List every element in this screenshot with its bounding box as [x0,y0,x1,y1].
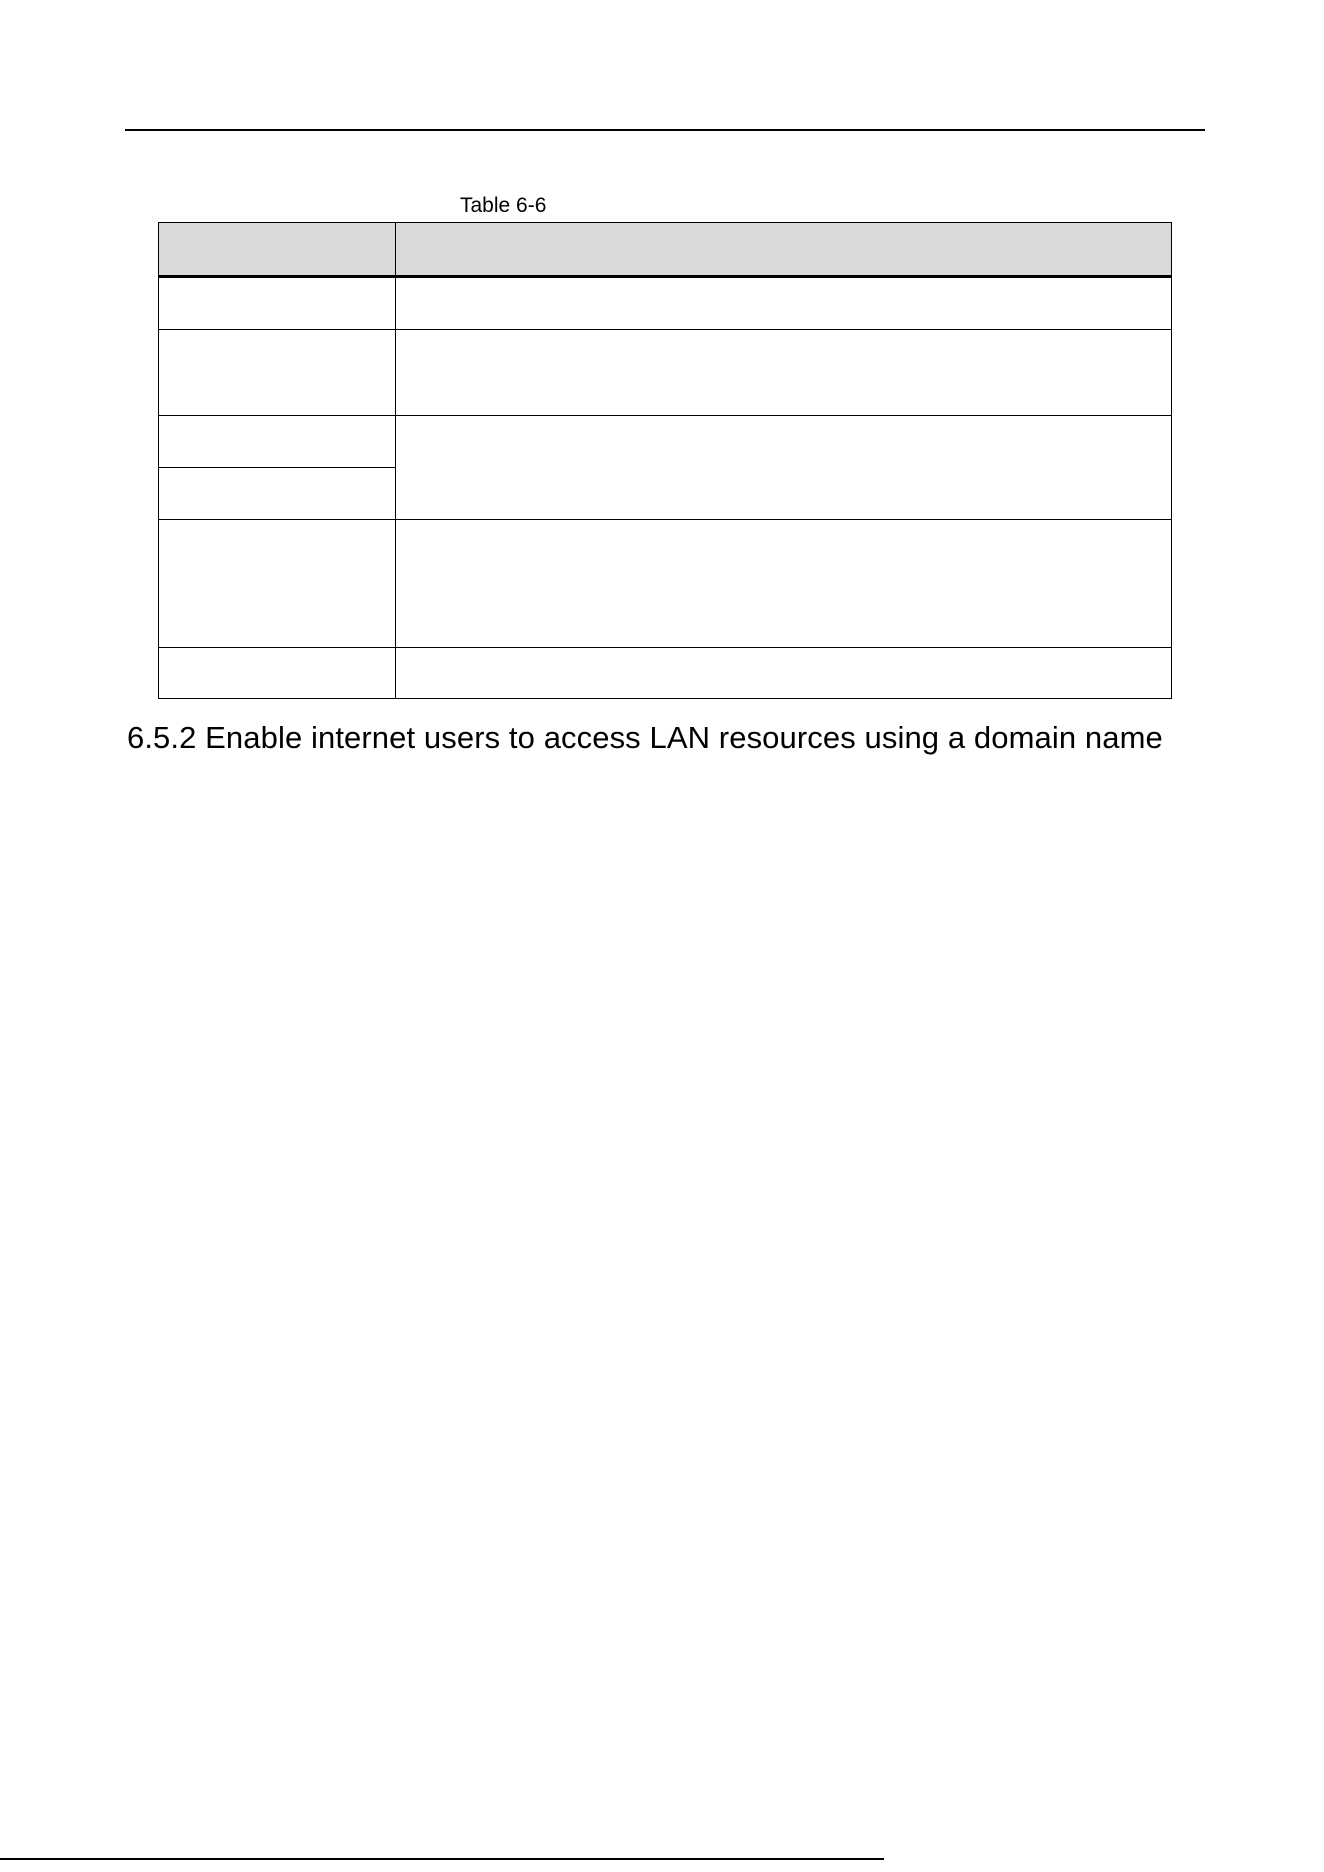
footnote-rule [0,1858,884,1860]
page-header-rule [125,129,1205,131]
table-row-divider [159,519,1171,520]
section-heading: 6.5.2 Enable internet users to access LAN resources using a domain name [127,720,1163,755]
table-row [159,648,1171,698]
table-column-divider [395,223,396,698]
table-row [159,468,1171,519]
table-6-6 [158,222,1172,699]
table-row-divider [159,415,1171,416]
table-row-divider [159,467,396,468]
table-row [159,330,1171,415]
table-row [159,277,1171,329]
table-row-divider [159,647,1171,648]
table-header-divider [159,275,1171,278]
table-row-divider [159,329,1171,330]
table-header-row [159,223,1171,276]
table-caption: Table 6-6 [460,194,547,217]
table-row [159,520,1171,647]
table-row [159,416,1171,467]
